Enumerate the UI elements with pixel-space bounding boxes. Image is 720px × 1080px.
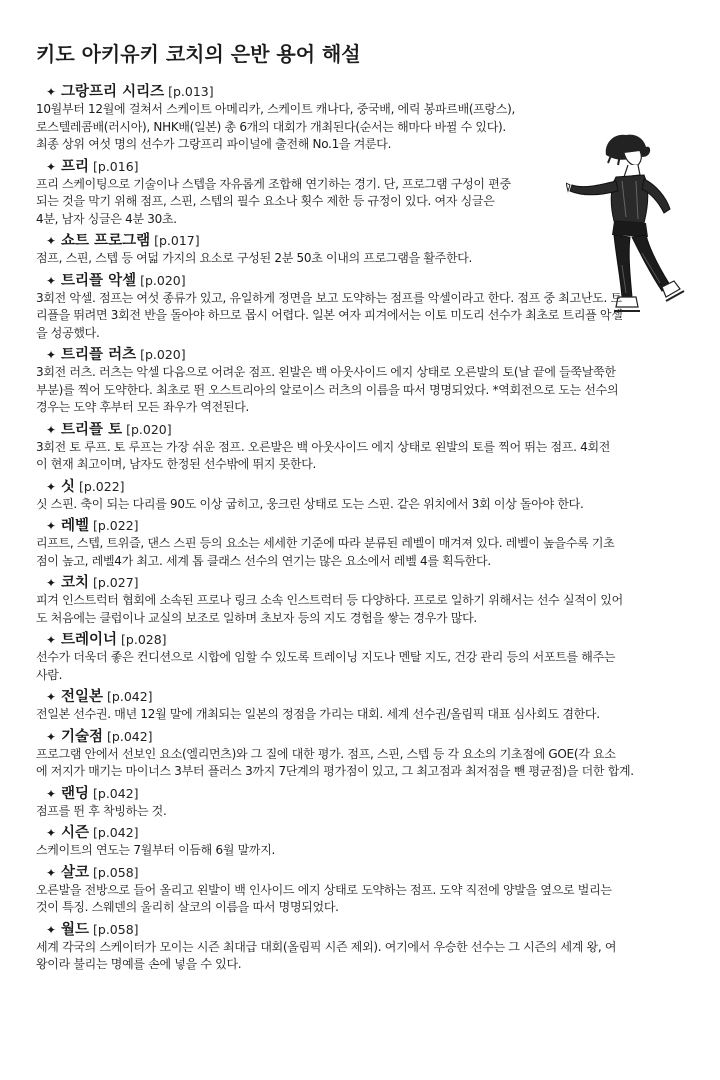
definition-line: 프로그램 안에서 선보인 요소(엘리먼츠)와 그 질에 대한 평가. 점프, 스핀, 스텝 등 각 요소의 기초점에 GOE(각 요소 <box>36 746 616 761</box>
definition-line: 오른발을 전방으로 들어 올리고 왼발이 백 인사이드 에지 상태로 도약하는 점프. 도약 직전에 양발을 옆으로 벌리는 <box>36 882 612 897</box>
star-icon: ✦ <box>46 422 57 437</box>
star-icon: ✦ <box>46 786 57 801</box>
star-icon: ✦ <box>46 234 57 248</box>
term-line <box>36 573 688 592</box>
term-definition <box>36 290 688 343</box>
term-definition <box>36 746 688 781</box>
glossary-entry <box>36 573 688 627</box>
term-title: 랜딩 <box>61 785 90 802</box>
definition-line: 로스텔레콤배(러시아), NHK배(일본) 총 6개의 대회가 개최된다(순서는 해마다 바뀔 수 있다). <box>36 119 506 134</box>
page-ref: [p.020] <box>140 347 186 362</box>
page-ref: [p.022] <box>93 518 139 533</box>
star-icon: ✦ <box>46 576 57 590</box>
definition-line: 10월부터 12월에 걸쳐서 스케이트 아메리카, 스케이트 캐나다, 중국배, 에릭 봉파르배(프랑스), <box>36 102 516 116</box>
term-line <box>36 920 688 939</box>
page-ref: [p.028] <box>121 632 167 647</box>
term-title: 쇼트 프로그램 <box>61 233 151 249</box>
term-title: 트리플 러츠 <box>61 347 137 363</box>
page-ref: [p.016] <box>93 158 139 174</box>
term-line <box>36 687 688 706</box>
star-icon: ✦ <box>46 479 57 494</box>
glossary-entry <box>36 345 688 417</box>
definition-line: 피겨 인스트럭터 협회에 소속된 프로나 링크 소속 인스트럭터 등 다양하다. 프로로 일하기 위해서는 선수 실적이 있어 <box>36 593 623 607</box>
term-title: 싯 <box>61 478 76 495</box>
star-icon: ✦ <box>46 273 57 288</box>
term-line <box>36 157 688 176</box>
star-icon: ✦ <box>46 159 57 174</box>
glossary-entry <box>36 687 688 724</box>
definition-line: 부분)를 찍어 도약한다. 최초로 뛴 오스트리아의 알로이스 러츠의 이름을 따서 명명되었다. *역회전으로 도는 선수의 <box>36 382 619 397</box>
term-line <box>36 271 688 290</box>
term-title: 시즌 <box>61 825 90 841</box>
term-definition <box>36 882 688 917</box>
definition-line: 되는 것을 막기 위해 점프, 스핀, 스텝의 필수 요소나 횟수 제한 등 규정이 있다. 여자 싱글은 <box>36 194 495 208</box>
term-definition <box>36 842 688 860</box>
term-line <box>36 727 688 746</box>
glossary-entry <box>36 863 688 917</box>
term-definition <box>36 496 688 514</box>
page-ref: [p.042] <box>93 785 139 801</box>
term-title: 월드 <box>61 921 90 938</box>
definition-line: 리프트, 스텝, 트위즐, 댄스 스핀 등의 요소는 세세한 기준에 따라 분류된 레벨이 매겨져 있다. 레벨이 높을수록 기초 <box>36 536 615 550</box>
page-ref: [p.058] <box>93 864 139 880</box>
page-ref: [p.027] <box>93 575 139 590</box>
term-title: 레벨 <box>61 518 90 534</box>
term-title: 기술점 <box>61 728 104 745</box>
star-icon: ✦ <box>46 922 57 937</box>
term-line <box>36 420 688 439</box>
definition-line: 4분, 남자 싱글은 4분 30초. <box>36 211 177 226</box>
term-title: 트리플 토 <box>61 421 123 438</box>
glossary-entry <box>36 82 688 154</box>
star-icon: ✦ <box>46 348 57 362</box>
term-title: 전일본 <box>61 689 104 705</box>
definition-line: 이 현재 최고이며, 남자도 한정된 선수밖에 뛰지 못한다. <box>36 457 317 471</box>
term-line <box>36 784 688 803</box>
term-definition <box>36 649 688 684</box>
page-ref: [p.013] <box>168 84 214 99</box>
definition-line: 점이 높고, 레벨4가 최고. 세계 톱 클래스 선수의 연기는 많은 요소에서 레벨 4를 획득한다. <box>36 553 491 568</box>
definition-line: 경우는 도약 후부터 모든 좌우가 역전된다. <box>36 400 250 414</box>
page-title: 키도 아키유키 코치의 은반 용어 해설 <box>36 42 361 66</box>
term-line <box>36 345 688 364</box>
term-title: 살코 <box>61 864 90 881</box>
term-definition <box>36 439 688 474</box>
term-definition <box>36 706 688 724</box>
definition-line: 에 저지가 매기는 마이너스 3부터 플러스 3까지 7단계의 평가점이 있고, 그 최고점과 최저점을 뺀 평균점)을 더한 합계. <box>36 764 634 778</box>
glossary-entry <box>36 727 688 781</box>
definition-line: 3회전 토 루프. 토 루프는 가장 쉬운 점프. 오른발은 백 아웃사이드 에지 상태로 왼발의 토를 찍어 뛰는 점프. 4회전 <box>36 439 611 454</box>
definition-line: 것이 특징. 스웨덴의 울리히 살코의 이름을 따서 명명되었다. <box>36 900 339 914</box>
glossary-entry <box>36 157 688 229</box>
definition-line: 스케이트의 연도는 7월부터 이듬해 6월 말까지. <box>36 843 276 857</box>
page-ref: [p.058] <box>93 921 139 937</box>
star-icon: ✦ <box>46 85 57 99</box>
star-icon: ✦ <box>46 519 57 533</box>
glossary-entry <box>36 477 688 514</box>
term-line <box>36 823 688 842</box>
definition-line: 왕이라 불리는 명예를 손에 넣을 수 있다. <box>36 957 242 971</box>
term-title: 프리 <box>61 158 90 175</box>
glossary-entry <box>36 516 688 570</box>
definition-line: 사람. <box>36 667 63 682</box>
page-ref: [p.042] <box>93 825 139 840</box>
term-line <box>36 477 688 496</box>
page-ref: [p.042] <box>107 728 153 744</box>
definition-line: 싯 스핀. 축이 되는 다리를 90도 이상 굽히고, 웅크린 상태로 도는 스핀. 같은 위치에서 3회 이상 돌아야 한다. <box>36 496 584 511</box>
definition-line: 세계 각국의 스케이터가 모이는 시즌 최대급 대회(올림픽 시즌 제외). 여기에서 우승한 선수는 그 시즌의 세계 왕, 여 <box>36 939 617 954</box>
definition-line: 최종 상위 여섯 명의 선수가 그랑프리 파이널에 출전해 No.1을 겨룬다. <box>36 137 392 151</box>
definition-line: 리플을 뛰려면 3회전 반을 돌아야 하므로 몹시 어렵다. 일본 여자 피겨에서는 이토 미도리 선수가 최초로 트리플 악셀 <box>36 308 623 322</box>
definition-line: 점프를 뛴 후 착빙하는 것. <box>36 803 167 818</box>
definition-line: 3회전 러츠. 러츠는 악셀 다음으로 어려운 점프. 왼발은 백 아웃사이드 에지 상태로 오른발의 토(날 끝에 들쭉날쭉한 <box>36 365 616 379</box>
term-title: 그랑프리 시리즈 <box>61 84 165 100</box>
page-ref: [p.017] <box>154 233 200 248</box>
term-definition <box>36 250 688 268</box>
term-definition <box>36 176 688 229</box>
definition-line: 전일본 선수권. 매년 12월 말에 개최되는 일본의 정점을 가리는 대회. 세계 선수권/올림픽 대표 심사회도 겸한다. <box>36 707 600 721</box>
page-ref: [p.042] <box>107 689 153 704</box>
term-title: 코치 <box>61 575 90 591</box>
term-title: 트리플 악셀 <box>61 272 137 289</box>
term-line <box>36 231 688 250</box>
star-icon: ✦ <box>46 690 57 704</box>
definition-line: 도 처음에는 클럽이나 교실의 보조로 일하며 초보자 등의 지도 경험을 쌓는 경우가 많다. <box>36 610 477 625</box>
star-icon: ✦ <box>46 826 57 840</box>
glossary-list <box>36 82 688 977</box>
term-definition <box>36 101 688 154</box>
page-ref: [p.020] <box>126 421 172 437</box>
term-definition <box>36 803 688 821</box>
glossary-entry <box>36 231 688 268</box>
star-icon: ✦ <box>46 865 57 880</box>
term-definition <box>36 364 688 417</box>
term-line <box>36 863 688 882</box>
definition-line: 3회전 악셀. 점프는 여섯 종류가 있고, 유일하게 정면을 보고 도약하는 점프를 악셀이라고 한다. 점프 중 최고난도. 트 <box>36 290 622 305</box>
glossary-entry <box>36 823 688 860</box>
page-ref: [p.022] <box>79 478 125 494</box>
term-line <box>36 516 688 535</box>
term-line <box>36 82 688 101</box>
definition-line: 프리 스케이팅으로 기술이나 스텝을 자유롭게 조합해 연기하는 경기. 단, 프로그램 구성이 편중 <box>36 176 511 191</box>
definition-line: 선수가 더욱더 좋은 컨디션으로 시합에 임할 수 있도록 트레이닝 지도나 멘탈 지도, 건강 관리 등의 서포트를 해주는 <box>36 650 616 664</box>
term-line <box>36 630 688 649</box>
glossary-entry <box>36 920 688 974</box>
star-icon: ✦ <box>46 729 57 744</box>
glossary-entry <box>36 420 688 474</box>
glossary-entry <box>36 630 688 684</box>
page-ref: [p.020] <box>140 272 186 288</box>
definition-line: 점프, 스핀, 스텝 등 여덟 가지의 요소로 구성된 2분 50초 이내의 프로그램을 활주한다. <box>36 251 473 265</box>
glossary-entry <box>36 271 688 343</box>
glossary-entry <box>36 784 688 821</box>
term-definition <box>36 939 688 974</box>
definition-line: 을 성공했다. <box>36 325 100 340</box>
term-title: 트레이너 <box>61 632 118 648</box>
term-definition <box>36 535 688 570</box>
term-definition <box>36 592 688 627</box>
star-icon: ✦ <box>46 633 57 647</box>
